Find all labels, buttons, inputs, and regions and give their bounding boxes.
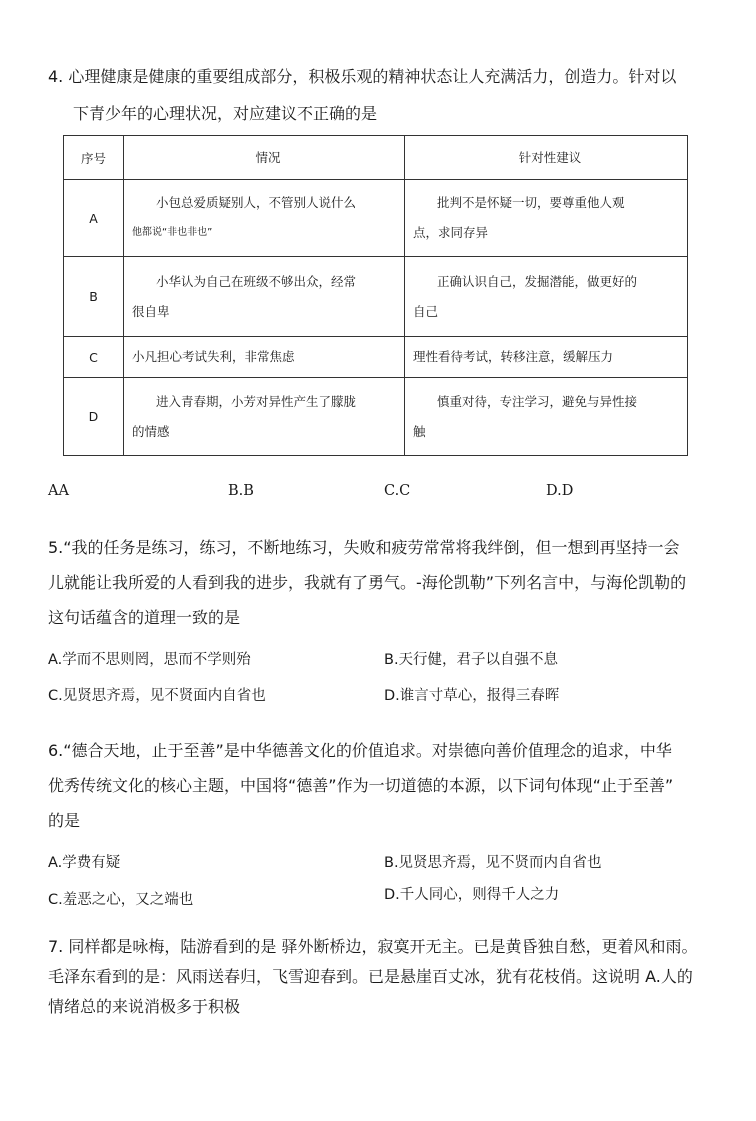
advice-text: 点，求同存异	[413, 225, 489, 240]
advice-text: 正确认识自己，发掘潜能，做更好的	[437, 273, 638, 289]
q5-option-a: A.学而不思则罔，思而不学则殆	[48, 652, 251, 668]
header-advice: 针对性建议	[405, 136, 688, 180]
row-situation	[124, 257, 405, 337]
table-row	[64, 257, 688, 337]
advice-text: 批判不是怀疑一切，要尊重他人观	[437, 195, 625, 210]
situation-text: 小华认为自己在班级不够出众，经常	[156, 273, 357, 289]
row-situation	[124, 378, 405, 456]
q6-option-d: D.千人同心，则得千人之力	[384, 887, 560, 903]
row-situation	[124, 337, 405, 378]
q4-option-c: C.C	[384, 483, 411, 499]
row-id: A	[64, 180, 124, 257]
table-row	[64, 378, 688, 456]
q6-option-c: C.羞恶之心，又之端也	[48, 892, 194, 908]
situation-text: 他都说“非也非也”	[132, 227, 213, 238]
situation-text: 的情感	[132, 423, 170, 439]
row-advice	[405, 180, 688, 257]
advice-text: 理性看待考试，转移注意，缓解压力	[413, 349, 614, 364]
advice-text: 触	[413, 423, 426, 439]
q6-line-3: 的是	[48, 811, 81, 830]
row-id: C	[64, 337, 124, 378]
q5-option-c: C.见贤思齐焉，见不贤面内自省也	[48, 688, 266, 704]
table-header-row	[64, 136, 688, 180]
q6-option-a: A.学费有疑	[48, 855, 121, 871]
q6-line-2: 优秀传统文化的核心主题，中国将“德善”作为一切道德的本源，以下词句体现“止于至善”	[48, 776, 674, 795]
situation-text: 小凡担心考试失利，非常焦虑	[132, 349, 295, 364]
header-situation: 情况	[124, 136, 405, 180]
q7-line-3: 情绪总的来说消极多于积极	[48, 997, 241, 1016]
header-id: 序号	[64, 136, 124, 180]
situation-text: 小包总爱质疑别人，不管别人说什么	[156, 195, 357, 210]
row-advice	[405, 378, 688, 456]
table-row	[64, 337, 688, 378]
advice-text: 自己	[413, 303, 439, 319]
q5-line-3: 这句话蕴含的道理一致的是	[48, 608, 241, 627]
row-advice	[405, 257, 688, 337]
q5-line-2: 儿就能让我所爱的人看到我的进步，我就有了勇气。-海伦凯勒”下列名言中，与海伦凯勒的	[48, 573, 687, 592]
q6-option-b: B.见贤思齐焉，见不贤而内自省也	[384, 855, 602, 871]
q4-line-2: 下青少年的心理状况，对应建议不正确的是	[73, 104, 378, 123]
row-situation	[124, 180, 405, 257]
q5-line-1: 5.“我的任务是练习，练习，不断地练习，失败和疲劳常常将我绊倒，但一想到再坚持一会	[48, 538, 680, 557]
advice-text: 慎重对待，专注学习，避免与异性接	[437, 393, 638, 409]
q6-line-1: 6.“德合天地，止于至善”是中华德善文化的价值追求。对崇德向善价值理念的追求，中华	[48, 741, 672, 760]
q4-line-1: 4. 心理健康是健康的重要组成部分，积极乐观的精神状态让人充满活力，创造力。针对以	[48, 67, 677, 86]
q5-option-d: D.谁言寸草心，报得三春晖	[384, 688, 560, 704]
q4-table	[63, 135, 688, 456]
q4-option-b: B.B	[228, 483, 254, 499]
situation-text: 很自卑	[132, 303, 170, 319]
q7-line-1: 7. 同样都是咏梅，陆游看到的是 驿外断桥边，寂寞开无主。已是黄昏独自愁，更着风和雨。	[48, 937, 698, 956]
table-row	[64, 180, 688, 257]
row-id: D	[64, 378, 124, 456]
q4-option-d: D.D	[546, 483, 574, 499]
situation-text: 进入青春期，小芳对异性产生了朦胧	[156, 393, 357, 409]
q4-option-a: AA	[48, 483, 69, 499]
row-advice	[405, 337, 688, 378]
row-id: B	[64, 257, 124, 337]
q5-option-b: B.天行健，君子以自强不息	[384, 652, 559, 668]
q7-line-2: 毛泽东看到的是：风雨送春归，飞雪迎春到。已是悬崖百丈冰，犹有花枝俏。这说明 A.人的	[48, 967, 693, 986]
